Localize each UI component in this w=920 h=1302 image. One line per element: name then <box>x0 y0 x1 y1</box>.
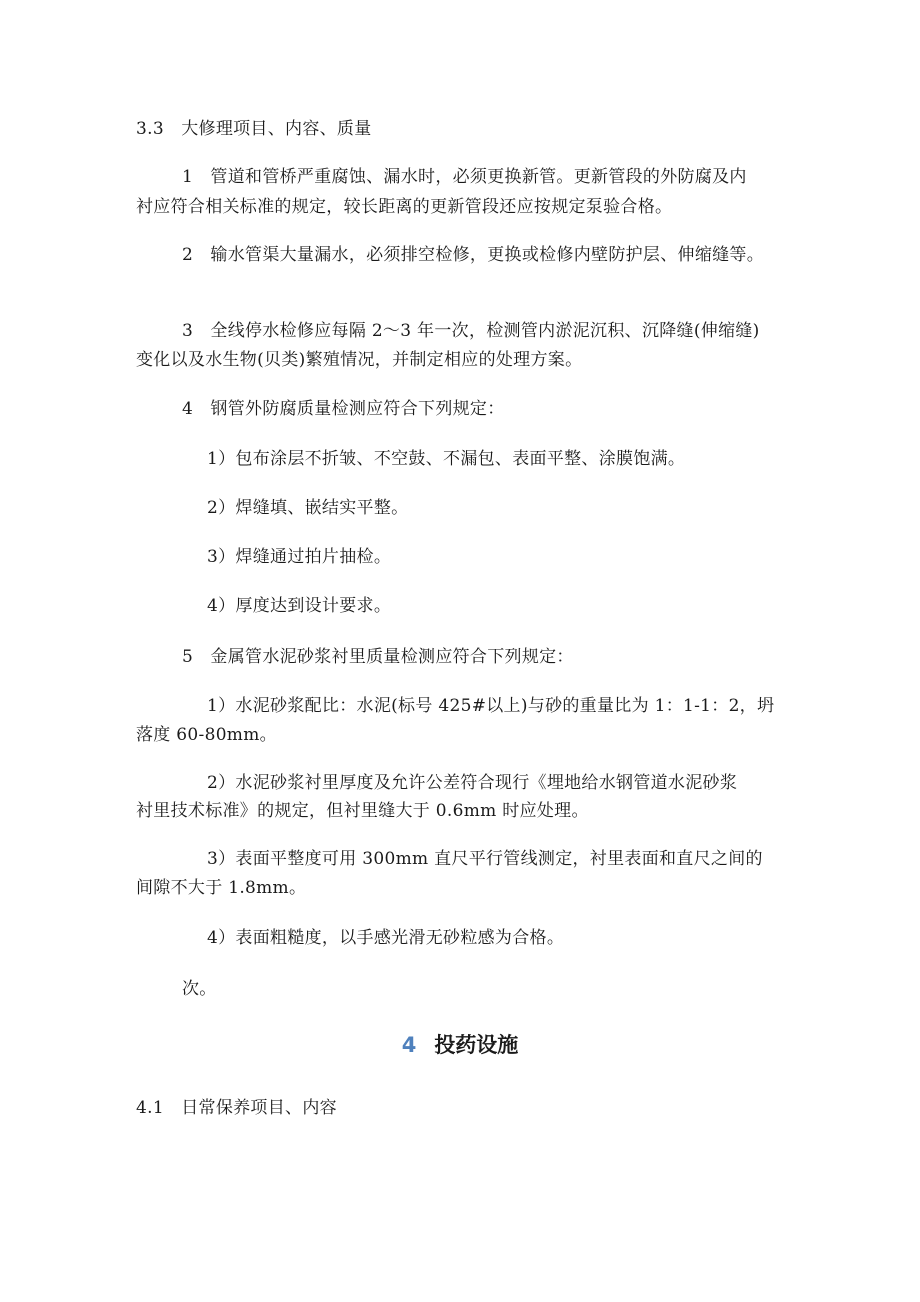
section-4-1-heading: 4.1 日常保养项目、内容 <box>136 1098 337 1118</box>
chapter-title: 投药设施 <box>434 1033 519 1057</box>
item-5-sub-2-line-2: 衬里技术标准》的规定，但衬里缝大于 0.6mm 时应处理。 <box>136 801 589 821</box>
item-2: 2 输水管渠大量漏水，必须排空检修，更换或检修内壁防护层、伸缩缝等。 <box>182 245 765 265</box>
item-5-sub-1-line-2: 落度 60-80mm。 <box>136 725 277 745</box>
item-1-line-2: 衬应符合相关标准的规定，较长距离的更新管段还应按规定泵验合格。 <box>136 197 673 217</box>
item-4-sub-2: 2）焊缝填、嵌结实平整。 <box>207 498 409 518</box>
section-3-3-heading: 3.3 大修理项目、内容、质量 <box>136 119 372 139</box>
item-5-sub-3-line-1: 3）表面平整度可用 300mm 直尺平行管线测定，衬里表面和直尺之间的 <box>207 849 763 869</box>
item-4: 4 钢管外防腐质量检测应符合下列规定： <box>182 399 505 419</box>
trailing-text: 次。 <box>182 979 217 999</box>
item-3-line-2: 变化以及水生物(贝类)繁殖情况，并制定相应的处理方案。 <box>136 350 583 370</box>
chapter-number: 4 <box>401 1033 417 1057</box>
item-5: 5 金属管水泥砂浆衬里质量检测应符合下列规定： <box>182 647 574 667</box>
item-4-sub-1: 1）包布涂层不折皱、不空鼓、不漏包、表面平整、涂膜饱满。 <box>207 449 686 469</box>
item-5-sub-1-line-1: 1）水泥砂浆配比：水泥(标号 425#以上)与砂的重量比为 1：1-1：2，坍 <box>207 696 775 716</box>
item-5-sub-3-line-2: 间隙不大于 1.8mm。 <box>136 878 307 898</box>
item-3-line-1: 3 全线停水检修应每隔 2～3 年一次，检测管内淤泥沉积、沉降缝(伸缩缝) <box>182 321 760 341</box>
item-4-sub-4: 4）厚度达到设计要求。 <box>207 596 392 616</box>
item-5-sub-4: 4）表面粗糙度，以手感光滑无砂粒感为合格。 <box>207 928 565 948</box>
item-5-sub-2-line-1: 2）水泥砂浆衬里厚度及允许公差符合现行《埋地给水钢管道水泥砂浆 <box>207 773 738 793</box>
item-1-line-1: 1 管道和管桥严重腐蚀、漏水时，必须更换新管。更新管段的外防腐及内 <box>182 167 747 187</box>
chapter-4-heading <box>0 1031 920 1059</box>
item-4-sub-3: 3）焊缝通过拍片抽检。 <box>207 547 392 567</box>
